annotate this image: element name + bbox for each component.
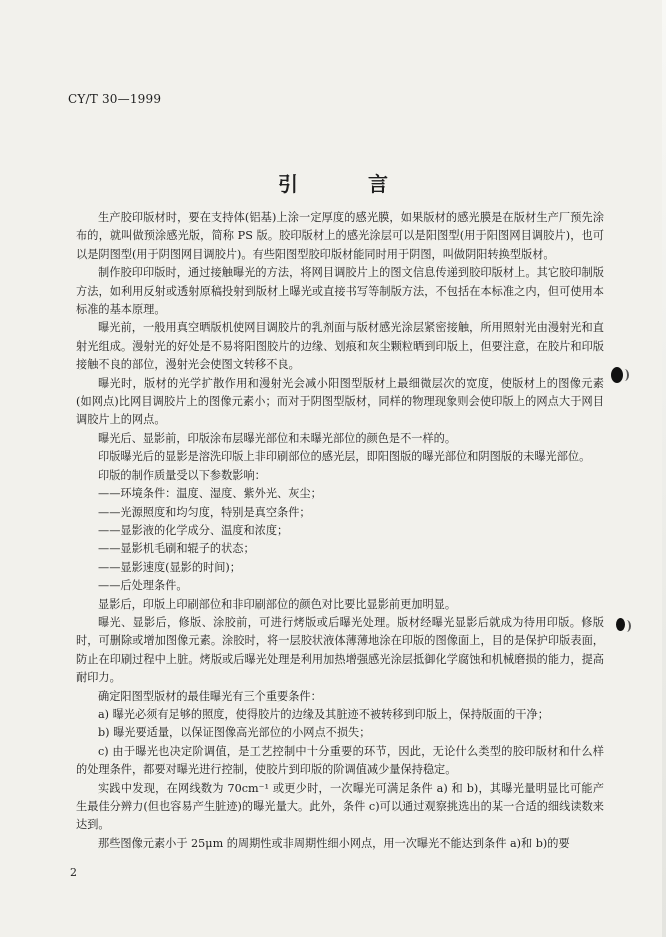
parameter-list-item: ——后处理条件。	[98, 579, 188, 593]
intro-paragraph-conditions: 确定阳图型版材的最佳曝光有三个重要条件：	[98, 689, 322, 703]
intro-paragraph-practice: 实践中发现，在网线数为 70cm⁻¹ 或更少时，一次曝光可满足条件 a) 和 b)，其曝光量明显比可能产生最佳分辨力(但也容易产生脏迹)的曝光量大。此外，条件 c)可以通过观察挑选出的某一合适的细线读数来达到。	[76, 781, 604, 832]
parameter-list-item: ——显影液的化学成分、温度和浓度；	[98, 523, 289, 537]
parameter-list-item: ——显影速度(显影的时间)；	[98, 560, 241, 574]
punch-hole-mark	[611, 367, 623, 383]
intro-paragraph-after-exposure: 曝光后、显影前，印版涂布层曝光部位和未曝光部位的颜色是不一样的。	[98, 431, 457, 445]
intro-paragraph-ps-plate: 生产胶印版材时，要在支持体(铝基)上涂一定厚度的感光膜，如果版材的感光膜是在版材生产厂预先涂布的，就叫做预涂感光版，简称 PS 版。胶印版材上的感光涂层可以是阳图型(用于阳图网目调胶片)，也可以是阴图型(用于阴图网目调胶片)。有些阳图型胶印版材能同时用于阴图，叫做阴阳转换型版材。	[76, 211, 604, 261]
page-number: 2	[70, 866, 77, 879]
intro-paragraph-parameters: 印版的制作质量受以下参数影响：	[98, 468, 266, 482]
standard-code: CY/T 30—1999	[68, 92, 162, 106]
condition-list-item: b) 曝光要适量，以保证图像高光部位的小网点不损失；	[98, 726, 371, 740]
scan-edge	[662, 0, 666, 937]
condition-list-item: a) 曝光必须有足够的照度，使得胶片的边缘及其脏迹不被转移到印版上，保持版面的干净；	[98, 707, 549, 721]
parameter-list-item: ——环境条件：温度、湿度、紫外光、灰尘；	[98, 487, 322, 501]
intro-paragraph-small-dots: 那些图像元素小于 25μm 的周期性或非周期性细小网点，用一次曝光不能达到条件 a)和 b)的要	[98, 836, 570, 850]
intro-paragraph-contrast: 显影后，印版上印刷部位和非印刷部位的颜色对比要比显影前更加明显。	[98, 597, 457, 611]
intro-paragraph-platemaking: 制作胶印印版时，通过接触曝光的方法，将网目调胶片上的图文信息传递到胶印版材上。其它胶印制版方法，如利用反射或透射原稿投射到版材上曝光或直接书写等制版方法，不包括在本标准之内，但可使用本标准的基本原理。	[76, 266, 604, 317]
condition-list-item: c) 由于曝光也决定阶调值，是工艺控制中十分重要的环节，因此，无论什么类型的胶印版材和什么样的处理条件，都要对曝光进行控制，使胶片到印版的阶调值减少量保持稳定。	[76, 744, 604, 777]
intro-paragraph-before-exposure: 曝光前，一般用真空晒版机使网目调胶片的乳剂面与版材感光涂层紧密接触，所用照射光由漫射光和直射光组成。漫射光的好处是不易将阳图胶片的边缘、划痕和灰尘颗粒晒到印版上，但要注意，在胶片和印版接触不良的部位，漫射光会使图文转移不良。	[76, 321, 604, 372]
document-body	[76, 209, 604, 853]
intro-paragraph-development: 印版曝光后的显影是溶洗印版上非印刷部位的感光层，即阳图版的曝光部位和阴图版的未曝光部位。	[98, 450, 591, 464]
parameter-list-item: ——显影机毛刷和辊子的状态；	[98, 542, 255, 556]
parameter-list-item: ——光源照度和均匀度，特别是真空条件；	[98, 505, 311, 519]
punch-hole-mark	[616, 618, 625, 631]
page-title: 引言	[278, 172, 458, 196]
intro-paragraph-post-treatment: 曝光、显影后，修版、涂胶前，可进行烤版或后曝光处理。版材经曝光显影后就成为待用印版。修版时，可删除或增加图像元素。涂胶时，将一层胶状液体薄薄地涂在印版的图像面上，目的是保护印版表面，防止在印刷过程中上脏。烤版或后曝光处理是利用加热增强感光涂层抵御化学腐蚀和机械磨损的能力，提高耐印力。	[76, 615, 604, 685]
intro-paragraph-during-exposure: 曝光时，版材的光学扩散作用和漫射光会减小阳图型版材上最细微层次的宽度，使版材上的图像元素(如网点)比网目调胶片上的图像元素小；而对于阴图型版材，同样的物理现象则会使印版上的网点大于网目调胶片上的网点。	[76, 376, 604, 427]
